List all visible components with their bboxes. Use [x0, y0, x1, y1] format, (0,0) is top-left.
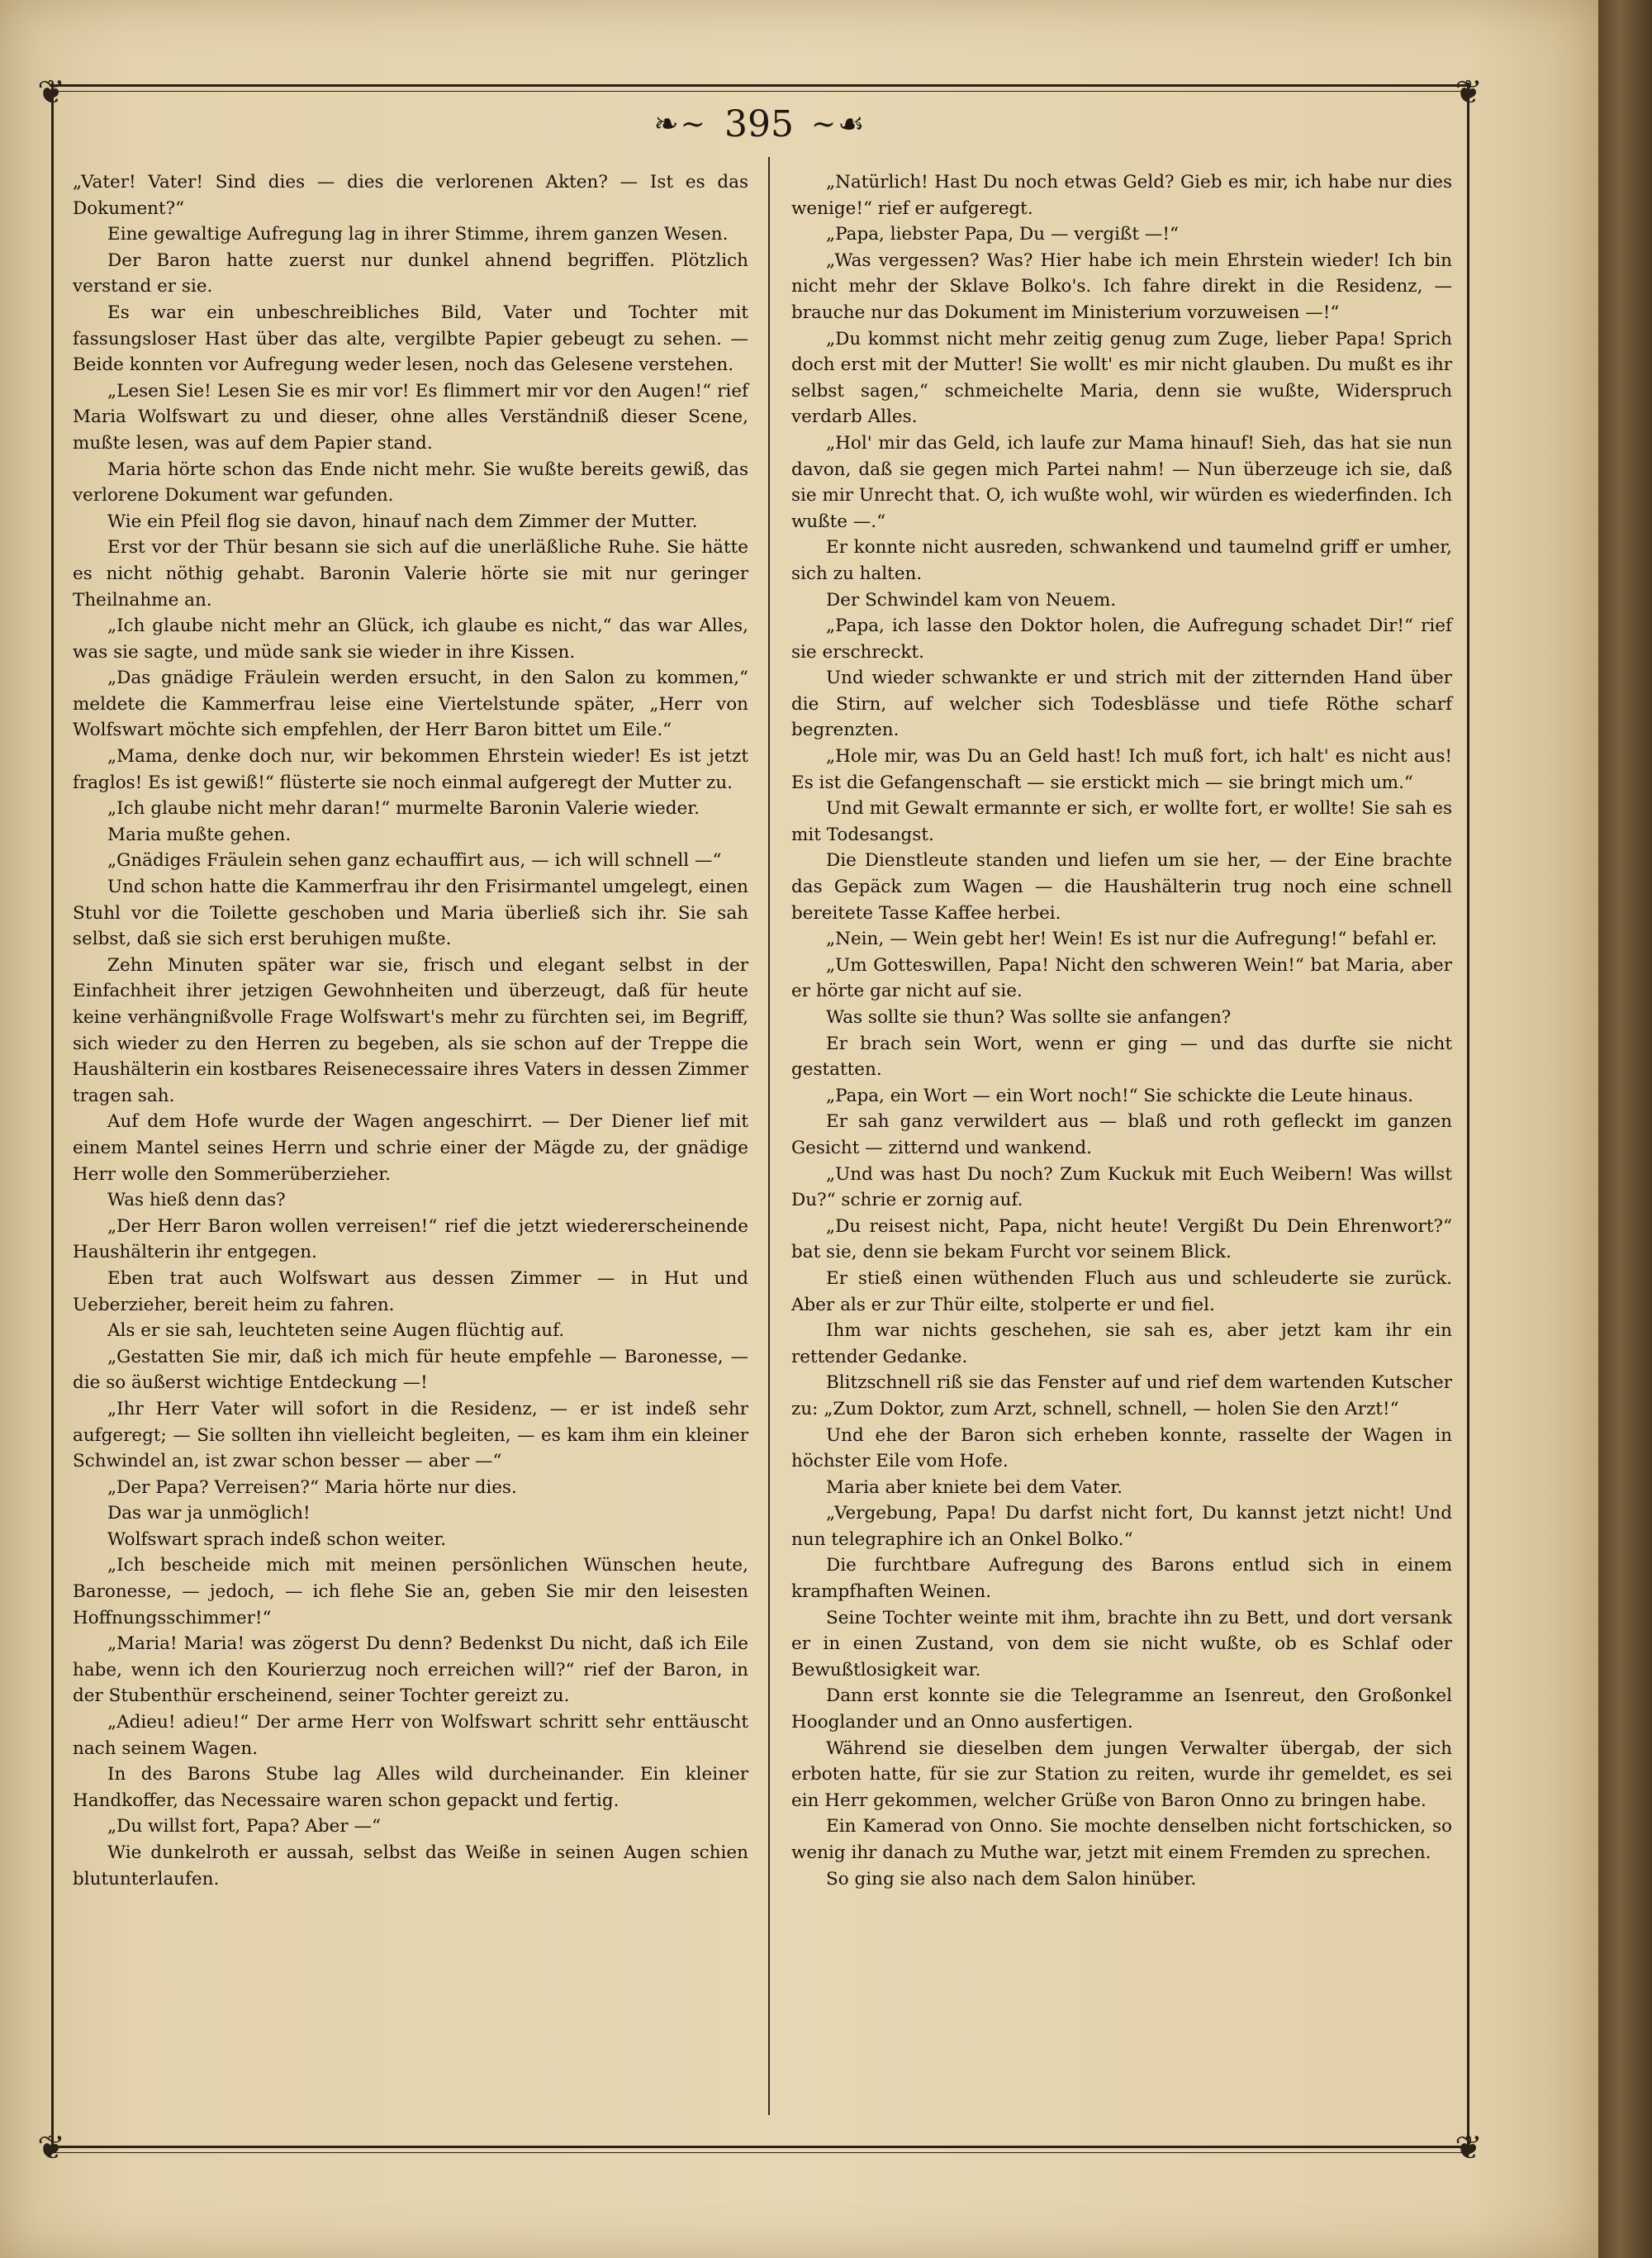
paragraph: Wolfswart sprach indeß schon weiter.	[107, 1528, 447, 1550]
paragraph: Und schon hatte die Kammerfrau ihr den Frisirmantel umgelegt, einen Stuhl vor die Toilette geschoben und Maria überließ sich ihr. Sie sah selbst, daß sie sich erst beruhigen mußte.	[73, 877, 748, 950]
header-flourish-left-icon: ❧∼	[653, 107, 707, 141]
paragraph: Was sollte sie thun? Was sollte sie anfangen?	[826, 1007, 1232, 1028]
paragraph: „Um Gotteswillen, Papa! Nicht den schweren Wein!“ bat Maria, aber er hörte gar nicht auf sie.	[791, 954, 1452, 1002]
paragraph: „Maria! Maria! was zögerst Du denn? Bedenkst Du nicht, daß ich Eile habe, wenn ich den Kourierzug noch erreichen will?“ rief der Baron, in der Stubenthür erscheinend, seiner Tochter gereizt zu.	[73, 1633, 748, 1707]
paragraph: „Vater! Vater! Sind dies — dies die verlorenen Akten? — Ist es das Dokument?“	[73, 172, 748, 219]
paragraph: Seine Tochter weinte mit ihm, brachte ihn zu Bett, und dort versank er in einen Zustand, von dem sie nicht wußte, ob es Schlaf oder Bewußtlosigkeit war.	[791, 1607, 1452, 1680]
paragraph: „Der Papa? Verreisen?“ Maria hörte nur dies.	[107, 1476, 517, 1498]
paragraph: „Natürlich! Hast Du noch etwas Geld? Gieb es mir, ich habe nur dies wenige!“ rief er aufgeregt.	[791, 172, 1452, 219]
paragraph: Und wieder schwankte er und strich mit der zitternden Hand über die Stirn, auf welcher sich Todesblässe und tiefe Röthe scharf begrenzten.	[791, 668, 1452, 741]
paragraph: Wie dunkelroth er aussah, selbst das Weiße in seinen Augen schien blutunterlaufen.	[73, 1842, 748, 1890]
left-column	[73, 169, 748, 1892]
paragraph: „Vergebung, Papa! Du darfst nicht fort, Du kannst jetzt nicht! Und nun telegraphire ich an Onkel Bolko.“	[791, 1503, 1452, 1550]
frame-bottom-rule	[50, 2146, 1470, 2153]
corner-ornament-icon: ❦	[37, 2129, 65, 2167]
paragraph: Und ehe der Baron sich erheben konnte, rasselte der Wagen in höchster Eile vom Hofe.	[791, 1424, 1452, 1472]
paragraph: Blitzschnell riß sie das Fenster auf und rief dem wartenden Kutscher zu: „Zum Doktor, zum Arzt, schnell, schnell, — holen Sie den Arzt!“	[791, 1372, 1452, 1419]
paragraph: Eine gewaltige Aufregung lag in ihrer Stimme, ihrem ganzen Wesen.	[107, 224, 729, 245]
paragraph: „Ich glaube nicht mehr daran!“ murmelte Baronin Valerie wieder.	[107, 798, 700, 820]
paragraph: „Gnädiges Fräulein sehen ganz echauffirt aus, — ich will schnell —“	[107, 850, 722, 872]
right-column	[791, 169, 1452, 1892]
paragraph: „Papa, liebster Papa, Du — vergißt —!“	[826, 224, 1180, 245]
paragraph: Ein Kamerad von Onno. Sie mochte denselben nicht fortschicken, so wenig ihr danach zu Muthe war, jetzt mit einem Fremden zu sprechen.	[791, 1816, 1452, 1863]
paragraph: „Adieu! adieu!“ Der arme Herr von Wolfswart schritt sehr enttäuscht nach seinem Wagen.	[73, 1712, 748, 1759]
paragraph: „Gestatten Sie mir, daß ich mich für heute empfehle — Baronesse, — die so äußerst wichtige Entdeckung —!	[73, 1346, 748, 1394]
paragraph: „Papa, ein Wort — ein Wort noch!“ Sie schickte die Leute hinaus.	[826, 1085, 1413, 1106]
paragraph: „Nein, — Wein gebt her! Wein! Es ist nur die Aufregung!“ befahl er.	[826, 929, 1437, 950]
paragraph: Erst vor der Thür besann sie sich auf die unerläßliche Ruhe. Sie hätte es nicht nöthig gehabt. Baronin Valerie hörte sie mit nur geringer Theilnahme an.	[73, 537, 748, 611]
paragraph: Was hieß denn das?	[107, 1190, 286, 1211]
paragraph: Die furchtbare Aufregung des Barons entlud sich in einem krampfhaften Weinen.	[791, 1555, 1452, 1603]
header-flourish-right-icon: ∼☙	[811, 107, 866, 141]
paragraph: „Hol' mir das Geld, ich laufe zur Mama hinauf! Sieh, das hat sie nun davon, daß sie gegen mich Partei nahm! — Nun überzeuge ich sie, daß sie mir Unrecht that. O, ich wußte wohl, wir würden es wiederfinden. Ich wußte —.“	[791, 432, 1452, 532]
paragraph: Als er sie sah, leuchteten seine Augen flüchtig auf.	[107, 1320, 565, 1342]
paragraph: Das war ja unmöglich!	[107, 1503, 311, 1524]
frame-right-rule	[1467, 83, 1469, 2152]
paragraph: „Du willst fort, Papa? Aber —“	[107, 1816, 381, 1837]
paragraph: Er stieß einen wüthenden Fluch aus und schleuderte sie zurück. Aber als er zur Thür eilte, stolperte er und fiel.	[791, 1267, 1452, 1315]
paragraph: Maria mußte gehen.	[107, 824, 292, 845]
paragraph: „Was vergessen? Was? Hier habe ich mein Ehrstein wieder! Ich bin nicht mehr der Sklave Bolko's. Ich fahre direkt in die Residenz, — brauche nur das Dokument im Ministerium vorzuweisen —!“	[791, 250, 1452, 323]
paragraph: Maria hörte schon das Ende nicht mehr. Sie wußte bereits gewiß, das verlorene Dokument war gefunden.	[73, 459, 748, 506]
column-divider	[768, 157, 770, 2115]
paragraph: In des Barons Stube lag Alles wild durcheinander. Ein kleiner Handkoffer, das Necessaire waren schon gepackt und fertig.	[73, 1764, 748, 1811]
paragraph: „Das gnädige Fräulein werden ersucht, in den Salon zu kommen,“ meldete die Kammerfrau leise eine Viertelstunde später, „Herr von Wolfswart möchte sich empfehlen, der Herr Baron bittet um Eile.“	[73, 668, 748, 741]
paragraph: „Ich glaube nicht mehr an Glück, ich glaube es nicht,“ das war Alles, was sie sagte, und müde sank sie wieder in ihre Kissen.	[73, 616, 748, 663]
paragraph: Ihm war nichts geschehen, sie sah es, aber jetzt kam ihr ein rettender Gedanke.	[791, 1320, 1452, 1367]
paragraph: So ging sie also nach dem Salon hinüber.	[826, 1868, 1197, 1890]
frame-top-rule	[50, 84, 1470, 92]
paragraph: Wie ein Pfeil flog sie davon, hinauf nach dem Zimmer der Mutter.	[107, 511, 698, 532]
paragraph: „Du kommst nicht mehr zeitig genug zum Zuge, lieber Papa! Sprich doch erst mit der Mutter! Sie wollt' es mir nicht glauben. Du mußt es ihr selbst sagen,“ schmeichelte Maria, denn sie wußte, Widerspruch verdarb Alles.	[791, 328, 1452, 428]
paragraph: Die Dienstleute standen und liefen um sie her, — der Eine brachte das Gepäck zum Wagen — die Haushälterin trug noch eine schnell bereitete Tasse Kaffee herbei.	[791, 850, 1452, 924]
corner-ornament-icon: ❦	[1455, 2129, 1483, 2167]
paragraph: „Und was hast Du noch? Zum Kuckuk mit Euch Weibern! Was willst Du?“ schrie er zornig auf.	[791, 1163, 1452, 1211]
page-number: 395	[724, 103, 794, 145]
paragraph: „Ich bescheide mich mit meinen persönlichen Wünschen heute, Baronesse, — jedoch, — ich flehe Sie an, geben Sie mir den leisesten Hoffnungsschimmer!“	[73, 1555, 748, 1628]
paragraph: Dann erst konnte sie die Telegramme an Isenreut, den Großonkel Hooglander und an Onno ausfertigen.	[791, 1685, 1452, 1733]
paragraph: Er konnte nicht ausreden, schwankend und taumelnd griff er umher, sich zu halten.	[791, 537, 1452, 584]
paragraph: Auf dem Hofe wurde der Wagen angeschirrt. — Der Diener lief mit einem Mantel seines Herrn und schrie einer der Mägde zu, der gnädige Herr wolle den Sommerüberzieher.	[73, 1111, 748, 1185]
frame-left-rule	[51, 83, 54, 2152]
paragraph: „Du reisest nicht, Papa, nicht heute! Vergißt Du Dein Ehrenwort?“ bat sie, denn sie bekam Furcht vor seinem Blick.	[791, 1215, 1452, 1263]
paragraph: Zehn Minuten später war sie, frisch und elegant selbst in der Einfachheit ihrer jetzigen Gewohnheiten und überzeugt, daß für heute keine verhängnißvolle Frage Wolfswart's mehr zu fürchten sei, im Begriff, sich wieder zu den Herren zu begeben, als sie schon auf der Treppe die Haushälterin ein kostbares Reisenecessaire ihres Vaters in dessen Zimmer tragen sah.	[73, 954, 748, 1106]
paragraph: „Der Herr Baron wollen verreisen!“ rief die jetzt wiedererscheinende Haushälterin ihr entgegen.	[73, 1215, 748, 1263]
paragraph: „Ihr Herr Vater will sofort in die Residenz, — er ist indeß sehr aufgeregt; — Sie sollten ihn vielleicht begleiten, — es kam ihm ein kleiner Schwindel an, ist zwar schon besser — aber —“	[73, 1398, 748, 1472]
paragraph: „Mama, denke doch nur, wir bekommen Ehrstein wieder! Es ist jetzt fraglos! Es ist gewiß!“ flüsterte sie noch einmal aufgeregt der Mutter zu.	[73, 746, 748, 793]
paragraph: Während sie dieselben dem jungen Verwalter übergab, der sich erboten hatte, für sie zur Station zu reiten, wurde ihr gemeldet, es sei ein Herr gekommen, welcher Grüße von Baron Onno zu bringen habe.	[791, 1737, 1452, 1811]
corner-ornament-icon: ❦	[1455, 74, 1483, 112]
paragraph: Der Schwindel kam von Neuem.	[826, 589, 1117, 611]
paragraph: „Papa, ich lasse den Doktor holen, die Aufregung schadet Dir!“ rief sie erschreckt.	[791, 616, 1452, 663]
paragraph: Eben trat auch Wolfswart aus dessen Zimmer — in Hut und Ueberzieher, bereit heim zu fahren.	[73, 1267, 748, 1315]
paragraph: „Hole mir, was Du an Geld hast! Ich muß fort, ich halt' es nicht aus! Es ist die Gefangenschaft — sie erstickt mich — sie bringt mich um.“	[791, 746, 1452, 793]
paragraph: Er brach sein Wort, wenn er ging — und das durfte sie nicht gestatten.	[791, 1033, 1452, 1081]
paragraph: Der Baron hatte zuerst nur dunkel ahnend begriffen. Plötzlich verstand er sie.	[73, 250, 748, 297]
page-header	[50, 103, 1470, 153]
paragraph: Maria aber kniete bei dem Vater.	[826, 1476, 1123, 1498]
paragraph: Es war ein unbeschreibliches Bild, Vater und Tochter mit fassungsloser Hast über das alte, vergilbte Papier gebeugt zu sehen. — Beide konnten vor Aufregung weder lesen, noch das Gelesene verstehen.	[73, 302, 748, 376]
corner-ornament-icon: ❦	[37, 74, 65, 112]
paragraph: Und mit Gewalt ermannte er sich, er wollte fort, er wollte! Sie sah es mit Todesangst.	[791, 798, 1452, 845]
paragraph: Er sah ganz verwildert aus — blaß und roth gefleckt im ganzen Gesicht — zitternd und wankend.	[791, 1111, 1452, 1158]
paragraph: „Lesen Sie! Lesen Sie es mir vor! Es flimmert mir vor den Augen!“ rief Maria Wolfswart zu und dieser, ohne alles Verständniß dieser Scene, mußte lesen, was auf dem Papier stand.	[73, 380, 748, 454]
book-gutter	[1598, 0, 1652, 2258]
